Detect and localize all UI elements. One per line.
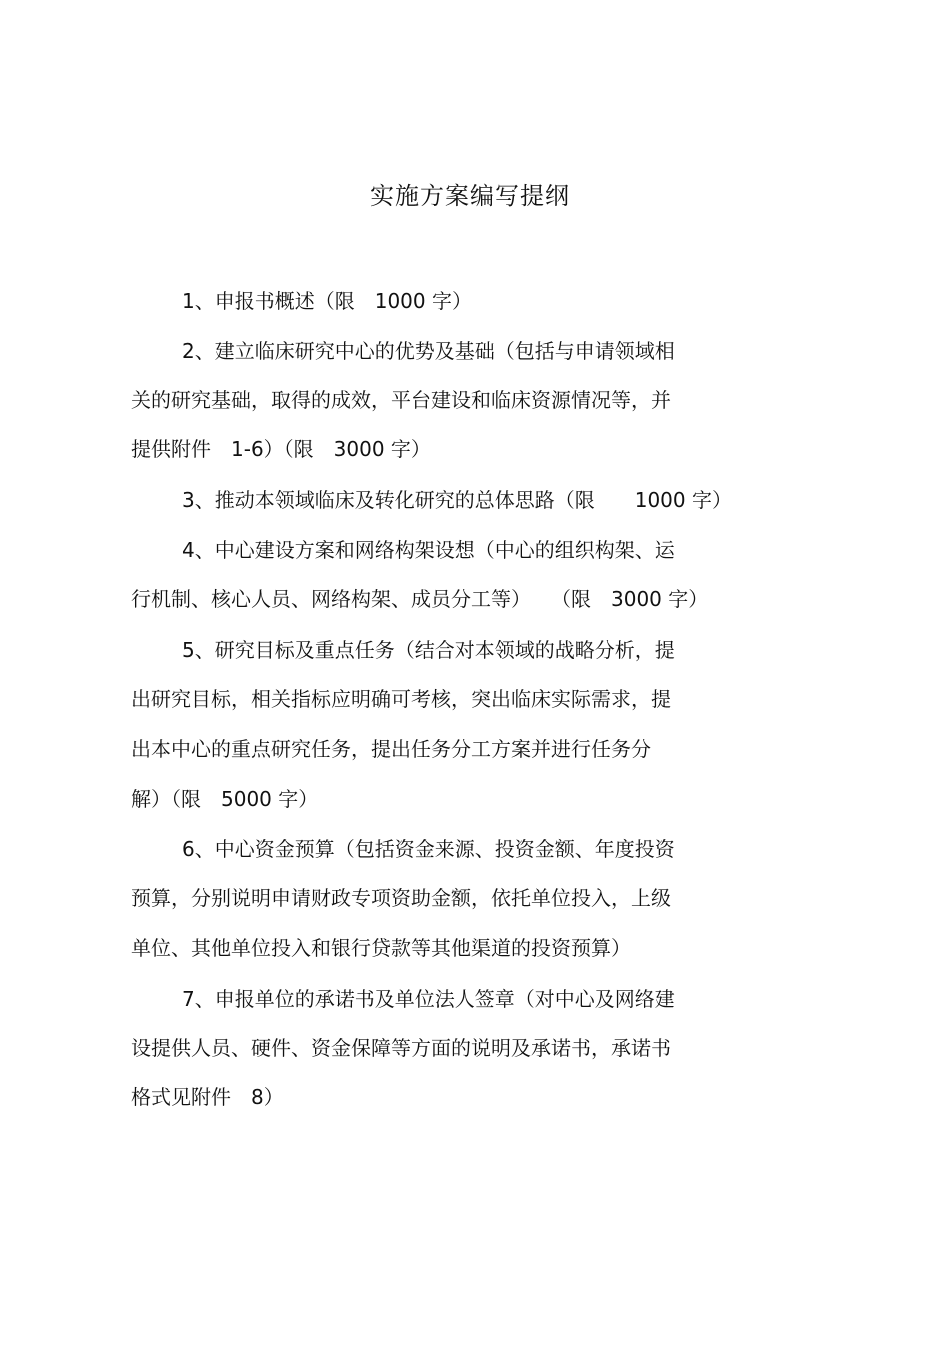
outline-item-5-line-4: 解）（限 5000 字） bbox=[131, 787, 319, 811]
outline-item-7-line-2: 设提供人员、硬件、资金保障等方面的说明及承诺书，承诺书 bbox=[131, 1036, 671, 1060]
outline-item-2-line-1: 2、建立临床研究中心的优势及基础（包括与申请领域相 bbox=[182, 339, 675, 363]
outline-item-2-line-2: 关的研究基础，取得的成效，平台建设和临床资源情况等，并 bbox=[131, 388, 671, 412]
outline-item-3-line-1: 3、推动本领域临床及转化研究的总体思路（限 1000 字） bbox=[182, 488, 732, 512]
outline-item-5-line-3: 出本中心的重点研究任务，提出任务分工方案并进行任务分 bbox=[131, 737, 651, 761]
outline-item-4-line-1: 4、中心建设方案和网络构架设想（中心的组织构架、运 bbox=[182, 538, 675, 562]
outline-item-6-line-2: 预算，分别说明申请财政专项资助金额，依托单位投入，上级 bbox=[131, 886, 671, 910]
page-title: 实施方案编写提纲 bbox=[370, 182, 570, 210]
outline-item-7-line-1: 7、申报单位的承诺书及单位法人签章（对中心及网络建 bbox=[182, 987, 675, 1011]
outline-item-7-line-3: 格式见附件 8） bbox=[131, 1085, 284, 1109]
outline-item-4-line-2: 行机制、核心人员、网络构架、成员分工等） （限 3000 字） bbox=[131, 587, 709, 611]
outline-item-1-line-1: 1、申报书概述（限 1000 字） bbox=[182, 289, 472, 313]
outline-item-5-line-2: 出研究目标，相关指标应明确可考核，突出临床实际需求，提 bbox=[131, 687, 671, 711]
outline-item-2-line-3: 提供附件 1-6）（限 3000 字） bbox=[131, 437, 431, 461]
outline-item-5-line-1: 5、研究目标及重点任务（结合对本领域的战略分析，提 bbox=[182, 638, 675, 662]
outline-item-6-line-3: 单位、其他单位投入和银行贷款等其他渠道的投资预算） bbox=[131, 936, 631, 960]
outline-item-6-line-1: 6、中心资金预算（包括资金来源、投资金额、年度投资 bbox=[182, 837, 675, 861]
